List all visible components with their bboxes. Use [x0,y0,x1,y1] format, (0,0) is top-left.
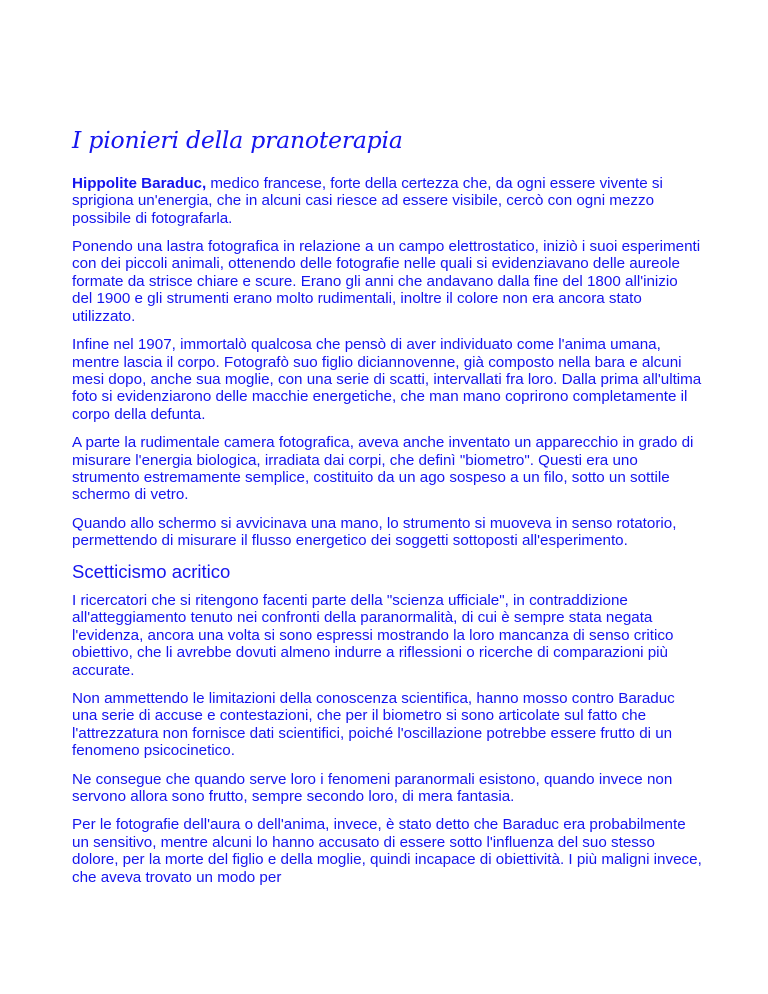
intro-text: medico francese, forte della certezza che, da ogni essere vivente si sprigiona un'energia, che in alcuni casi riesce ad essere visibile, cercò con ogni mezzo possibile di fotografarla. [72,174,663,227]
paragraph: Non ammettendo le limitazioni della conoscenza scientifica, hanno mosso contro Baraduc una serie di accuse e contestazioni, che per il biometro si sono articolate sul fatto che l'attrezzatura non fornisce dati scientifici, poiché l'oscillazione potrebbe essere frutto di un fenomeno psicocinetico. [72,689,675,760]
document-title: I pionieri della pranoterapia [72,126,403,154]
document-page [72,128,702,897]
intro-paragraph [72,175,702,227]
paragraph: A parte la rudimentale camera fotografica, aveva anche inventato un apparecchio in grado di misurare l'energia biologica, irradiata dai corpi, che definì "biometro". Questi era uno strumento estremamente semplice, costituito da un ago sospeso a un filo, sotto un sottile schermo di vetro. [72,434,694,504]
paragraph: Infine nel 1907, immortalò qualcosa che pensò di aver individuato come l'anima umana, mentre lascia il corpo. Fotografò suo figlio diciannovenne, già composto nella bara e alcuni mesi dopo, anche sua moglie, con una serie di scatti, intervallati fra loro. Dalla prima all'ultima foto si evidenziarono delle macchie energetiche, che man mano coprirono completamente il corpo della defunta. [72,336,702,423]
paragraph: Ponendo una lastra fotografica in relazione a un campo elettrostatico, iniziò i suoi esperimenti con dei piccoli animali, ottenendo delle fotografie nelle quali si evidenziavano delle aureole formate da strisce chiare e scure. Erano gli anni che andavano dalla fine del 1800 all'inizio del 1900 e gli strumenti erano molto rudimentali, inoltre il colore non era ancora stato utilizzato. [72,238,701,325]
paragraph: Quando allo schermo si avvicinava una mano, lo strumento si muoveva in senso rotatorio, permettendo di misurare il flusso energetico dei soggetti sottoposti all'esperimento. [72,514,677,550]
intro-name: Hippolite Baraduc, [72,174,207,192]
paragraph: Per le fotografie dell'aura o dell'anima, invece, è stato detto che Baraduc era probabilmente un sensitivo, mentre alcuni lo hanno accusato di essere sotto l'influenza del suo stesso dolore, per la morte del figlio e della moglie, quindi incapace di obiettività. I più maligni invece, che aveva trovato un modo per [72,816,702,886]
paragraph: Ne consegue che quando serve loro i fenomeni paranormali esistono, quando invece non servono allora sono frutto, sempre secondo loro, di mera fantasia. [72,770,673,805]
paragraph: I ricercatori che si ritengono facenti parte della "scienza ufficiale", in contraddizione all'atteggiamento tenuto nei confronti della paranormalità, di cui è sempre stata negata l'evidenza, ancora una volta si sono espressi mostrando la loro mancanza di senso critico obiettivo, che li avrebbe dovuti almeno indurre a riflessioni o ricerche di comparazioni più accurate. [72,591,674,679]
section-heading: Scetticismo acritico [72,560,231,582]
